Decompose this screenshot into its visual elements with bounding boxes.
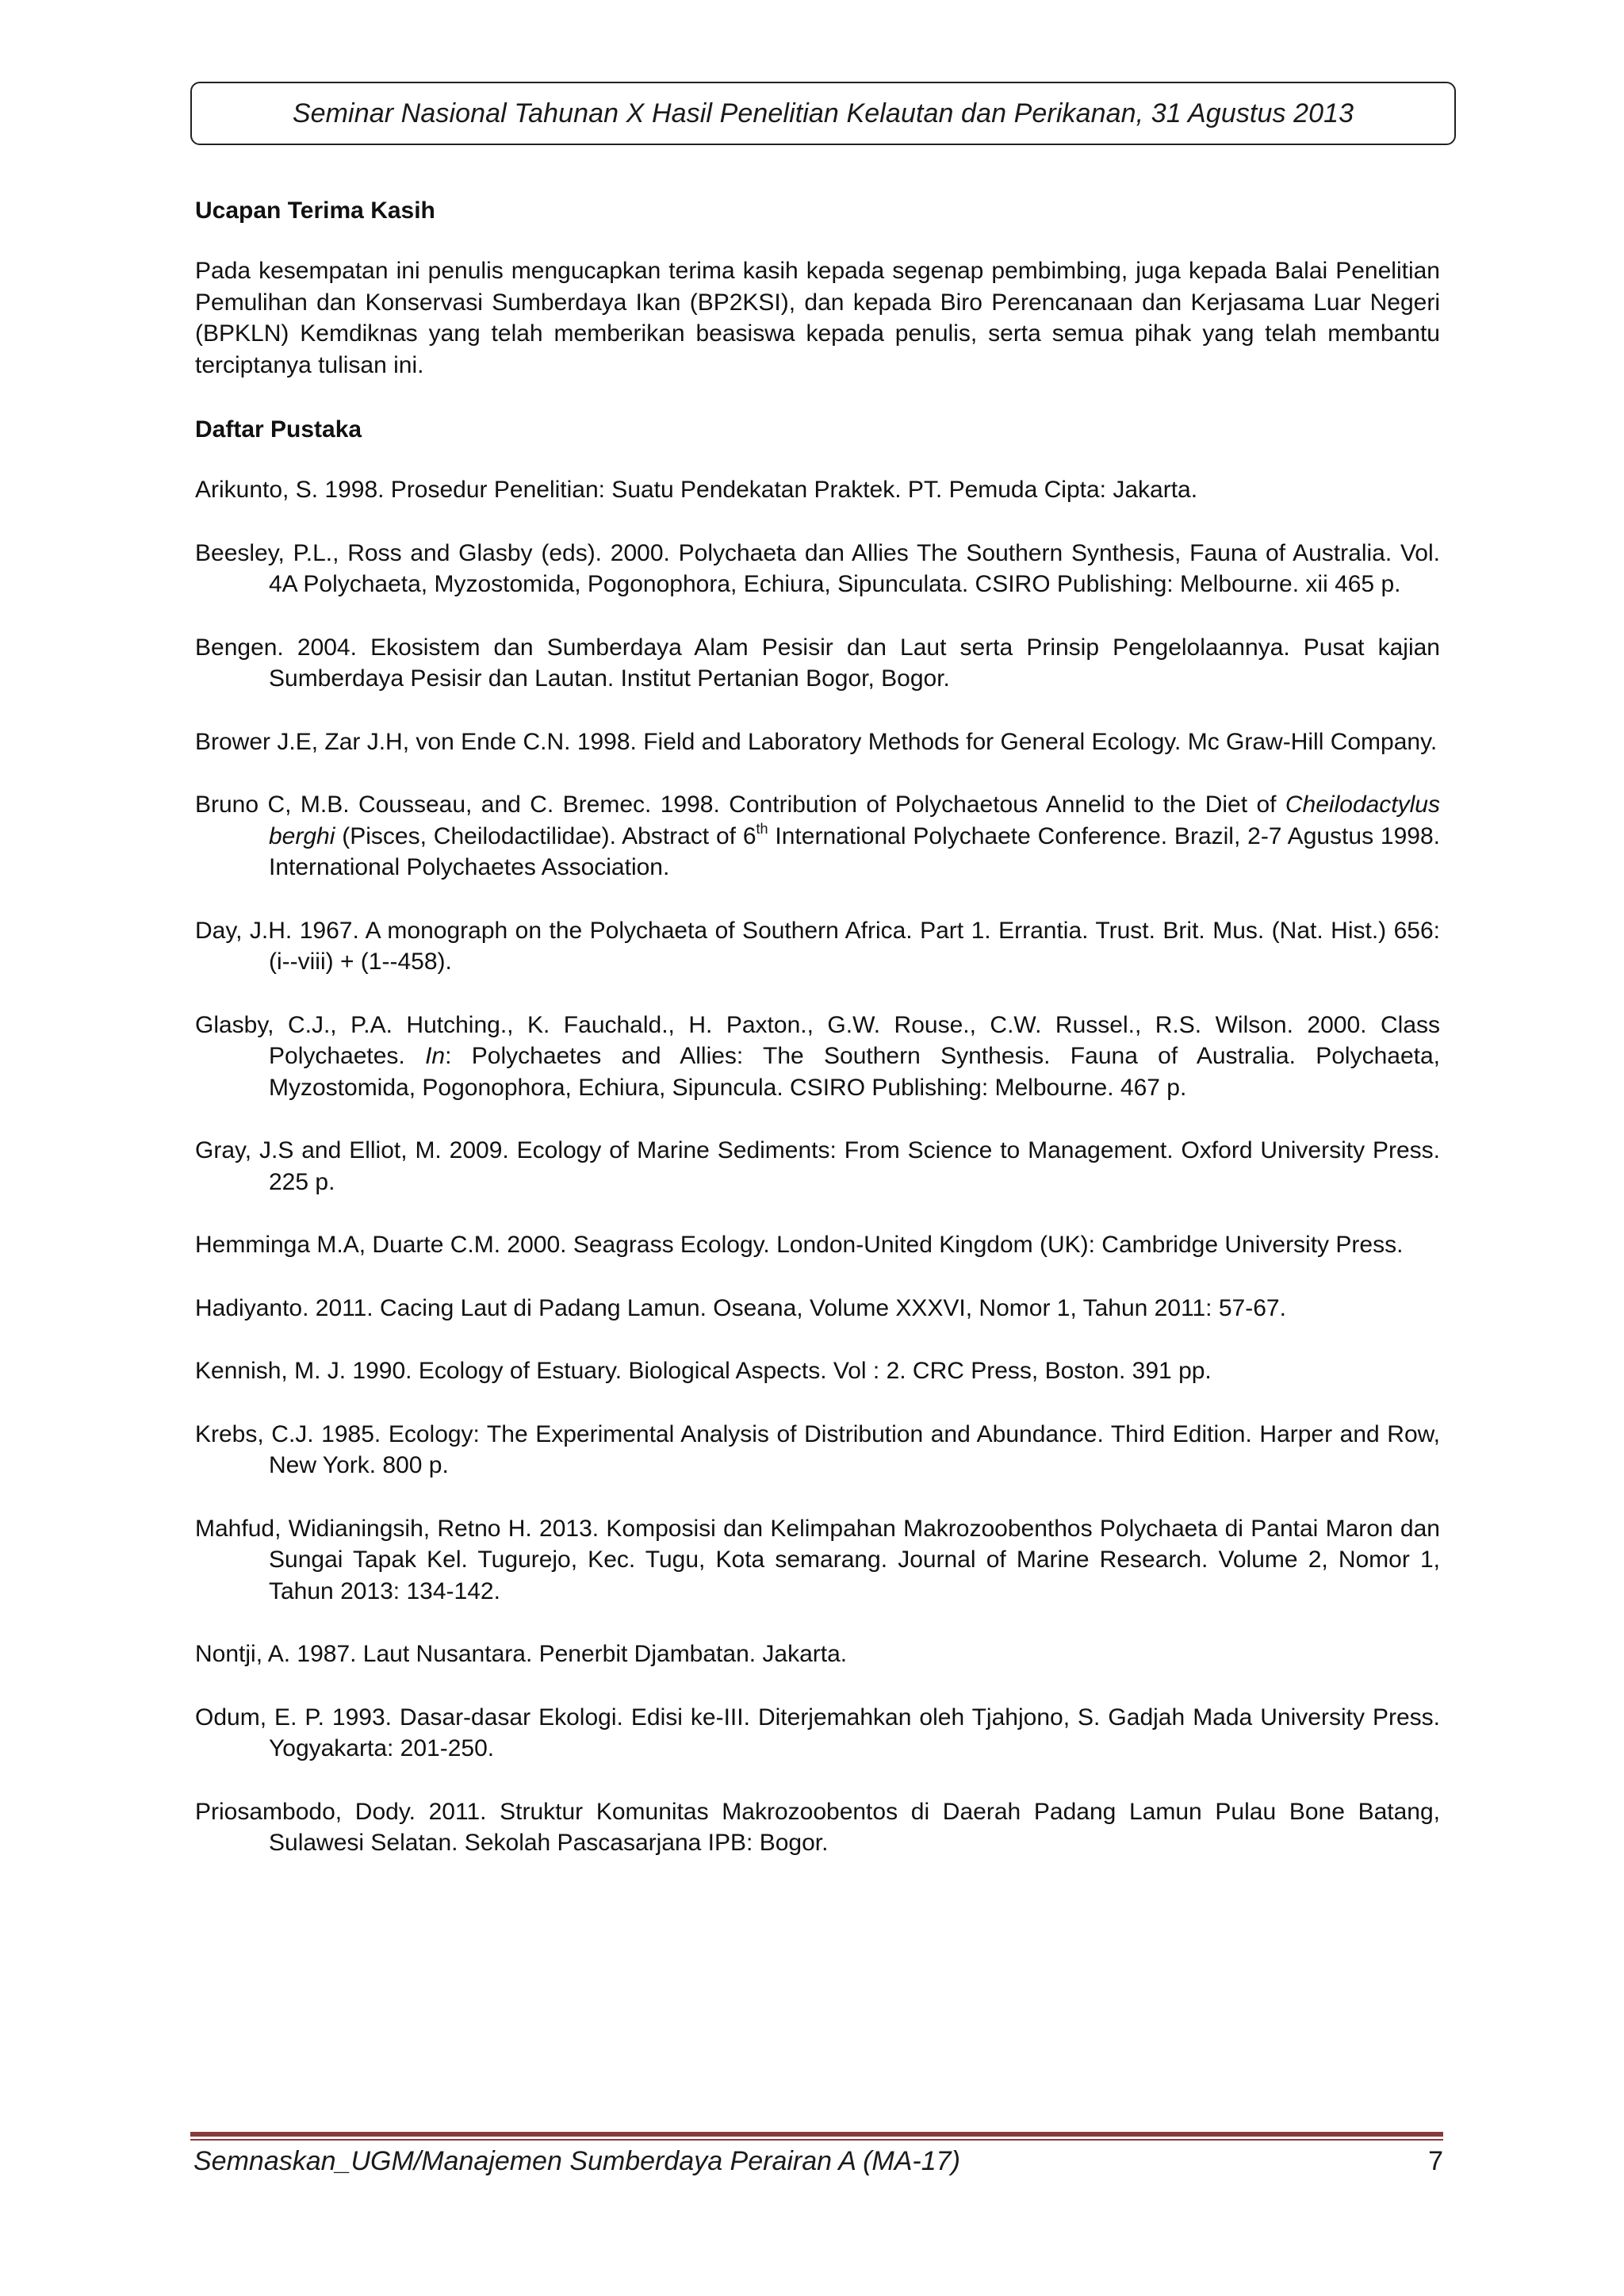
in-marker: In [425,1043,446,1069]
ordinal-superscript: th [756,820,768,837]
running-header [190,82,1456,145]
reference-text: International Polychaete Conference. Brazil, 2-7 Agustus 1998. International Polychaetes Association. [269,822,1440,880]
footer-rule-thin [190,2139,1443,2141]
references-heading: Daftar Pustaka [195,416,362,443]
reference-item: Krebs, C.J. 1985. Ecology: The Experimental Analysis of Distribution and Abundance. Third Edition. Harper and Row, New York. 800 p. [195,1420,1440,1478]
reference-item: Mahfud, Widianingsih, Retno H. 2013. Komposisi dan Kelimpahan Makrozoobenthos Polychaeta di Pantai Maron dan Sungai Tapak Kel. Tugurejo, Kec. Tugu, Kota semarang. Journal of Marine Research. Volume 2, Nomor 1, Tahun 2013: 134-142. [195,1515,1440,1604]
reference-list [195,474,1440,1859]
reference-item: Hadiyanto. 2011. Cacing Laut di Padang Lamun. Oseana, Volume XXXVI, Nomor 1, Tahun 2011: 57-67. [195,1294,1286,1321]
reference-item: Nontji, A. 1987. Laut Nusantara. Penerbit Djambatan. Jakarta. [195,1641,848,1667]
reference-text: Glasby, C.J., P.A. Hutching., K. Fauchald., H. Paxton., G.W. Rouse., C.W. Russel., R.S. Wilson. 2000. Class Polychaetes. [195,1011,1440,1069]
reference-item [195,789,1440,884]
reference-text: Bruno C, M.B. Cousseau, and C. Bremec. 1998. Contribution of Polychaetous Annelid to the Diet of [195,792,1285,818]
reference-item [195,1010,1440,1104]
reference-item: Hemminga M.A, Duarte C.M. 2000. Seagrass Ecology. London-United Kingdom (UK): Cambridge University Press. [195,1232,1404,1258]
reference-item: Arikunto, S. 1998. Prosedur Penelitian: Suatu Pendekatan Praktek. PT. Pemuda Cipta: Jakarta. [195,477,1198,503]
species-name: Cheilodactylus berghi [269,792,1440,849]
reference-text: : Polychaetes and Allies: The Southern Synthesis. Fauna of Australia. Polychaeta, Myzostomida, Pogonophora, Echiura, Sipuncula. CSIRO Publishing: Melbourne. 467 p. [269,1043,1440,1101]
reference-item: Day, J.H. 1967. A monograph on the Polychaeta of Southern Africa. Part 1. Errantia. Trust. Brit. Mus. (Nat. Hist.) 656: (i--viii) + (1--458). [195,917,1440,975]
reference-item: Gray, J.S and Elliot, M. 2009. Ecology of Marine Sediments: From Science to Management. Oxford University Press. 225 p. [195,1137,1440,1195]
reference-item: Priosambodo, Dody. 2011. Struktur Komunitas Makrozoobentos di Daerah Padang Lamun Pulau Bone Batang, Sulawesi Selatan. Sekolah Pascasarjana IPB: Bogor. [195,1798,1440,1856]
reference-item: Odum, E. P. 1993. Dasar-dasar Ekologi. Edisi ke-III. Diterjemahkan oleh Tjahjono, S. Gadjah Mada University Press. Yogyakarta: 201-250. [195,1704,1440,1761]
acknowledgement-paragraph: Pada kesempatan ini penulis mengucapkan terima kasih kepada segenap pembimbing, juga kepada Balai Penelitian Pemulihan dan Konservasi Sumberdaya Ikan (BP2KSI), dan kepada Biro Perencanaan dan Kerjasama Luar Negeri (BPKLN) Kemdiknas yang telah memberikan beasiswa kepada penulis, serta semua pihak yang telah membantu terciptanya tulisan ini. [195,258,1440,378]
reference-item: Beesley, P.L., Ross and Glasby (eds). 2000. Polychaeta dan Allies The Southern Synthesis, Fauna of Australia. Vol. 4A Polychaeta, Myzostomida, Pogonophora, Echiura, Sipunculata. CSIRO Publishing: Melbourne. xii 465 p. [195,539,1440,597]
footer-rule-thick [190,2132,1443,2137]
reference-text: (Pisces, Cheilodactilidae). Abstract of 6 [335,822,756,849]
footer-rule [190,2132,1443,2140]
page-number: 7 [1428,2146,1443,2176]
reference-item: Kennish, M. J. 1990. Ecology of Estuary. Biological Aspects. Vol : 2. CRC Press, Boston. 391 pp. [195,1358,1212,1384]
reference-item: Brower J.E, Zar J.H, von Ende C.N. 1998. Field and Laboratory Methods for General Ecology. Mc Graw-Hill Company. [195,728,1438,755]
page-body [195,190,1440,1891]
reference-item: Bengen. 2004. Ekosistem dan Sumberdaya Alam Pesisir dan Laut serta Prinsip Pengelolaannya. Pusat kajian Sumberdaya Pesisir dan Lautan. Institut Pertanian Bogor, Bogor. [195,634,1440,692]
running-header-title: Seminar Nasional Tahunan X Hasil Penelitian Kelautan dan Perikanan, 31 Agustus 2013 [292,98,1354,128]
footer-source: Semnaskan_UGM/Manajemen Sumberdaya Perairan A (MA-17) [193,2146,960,2176]
acknowledgement-heading: Ucapan Terima Kasih [195,197,435,224]
